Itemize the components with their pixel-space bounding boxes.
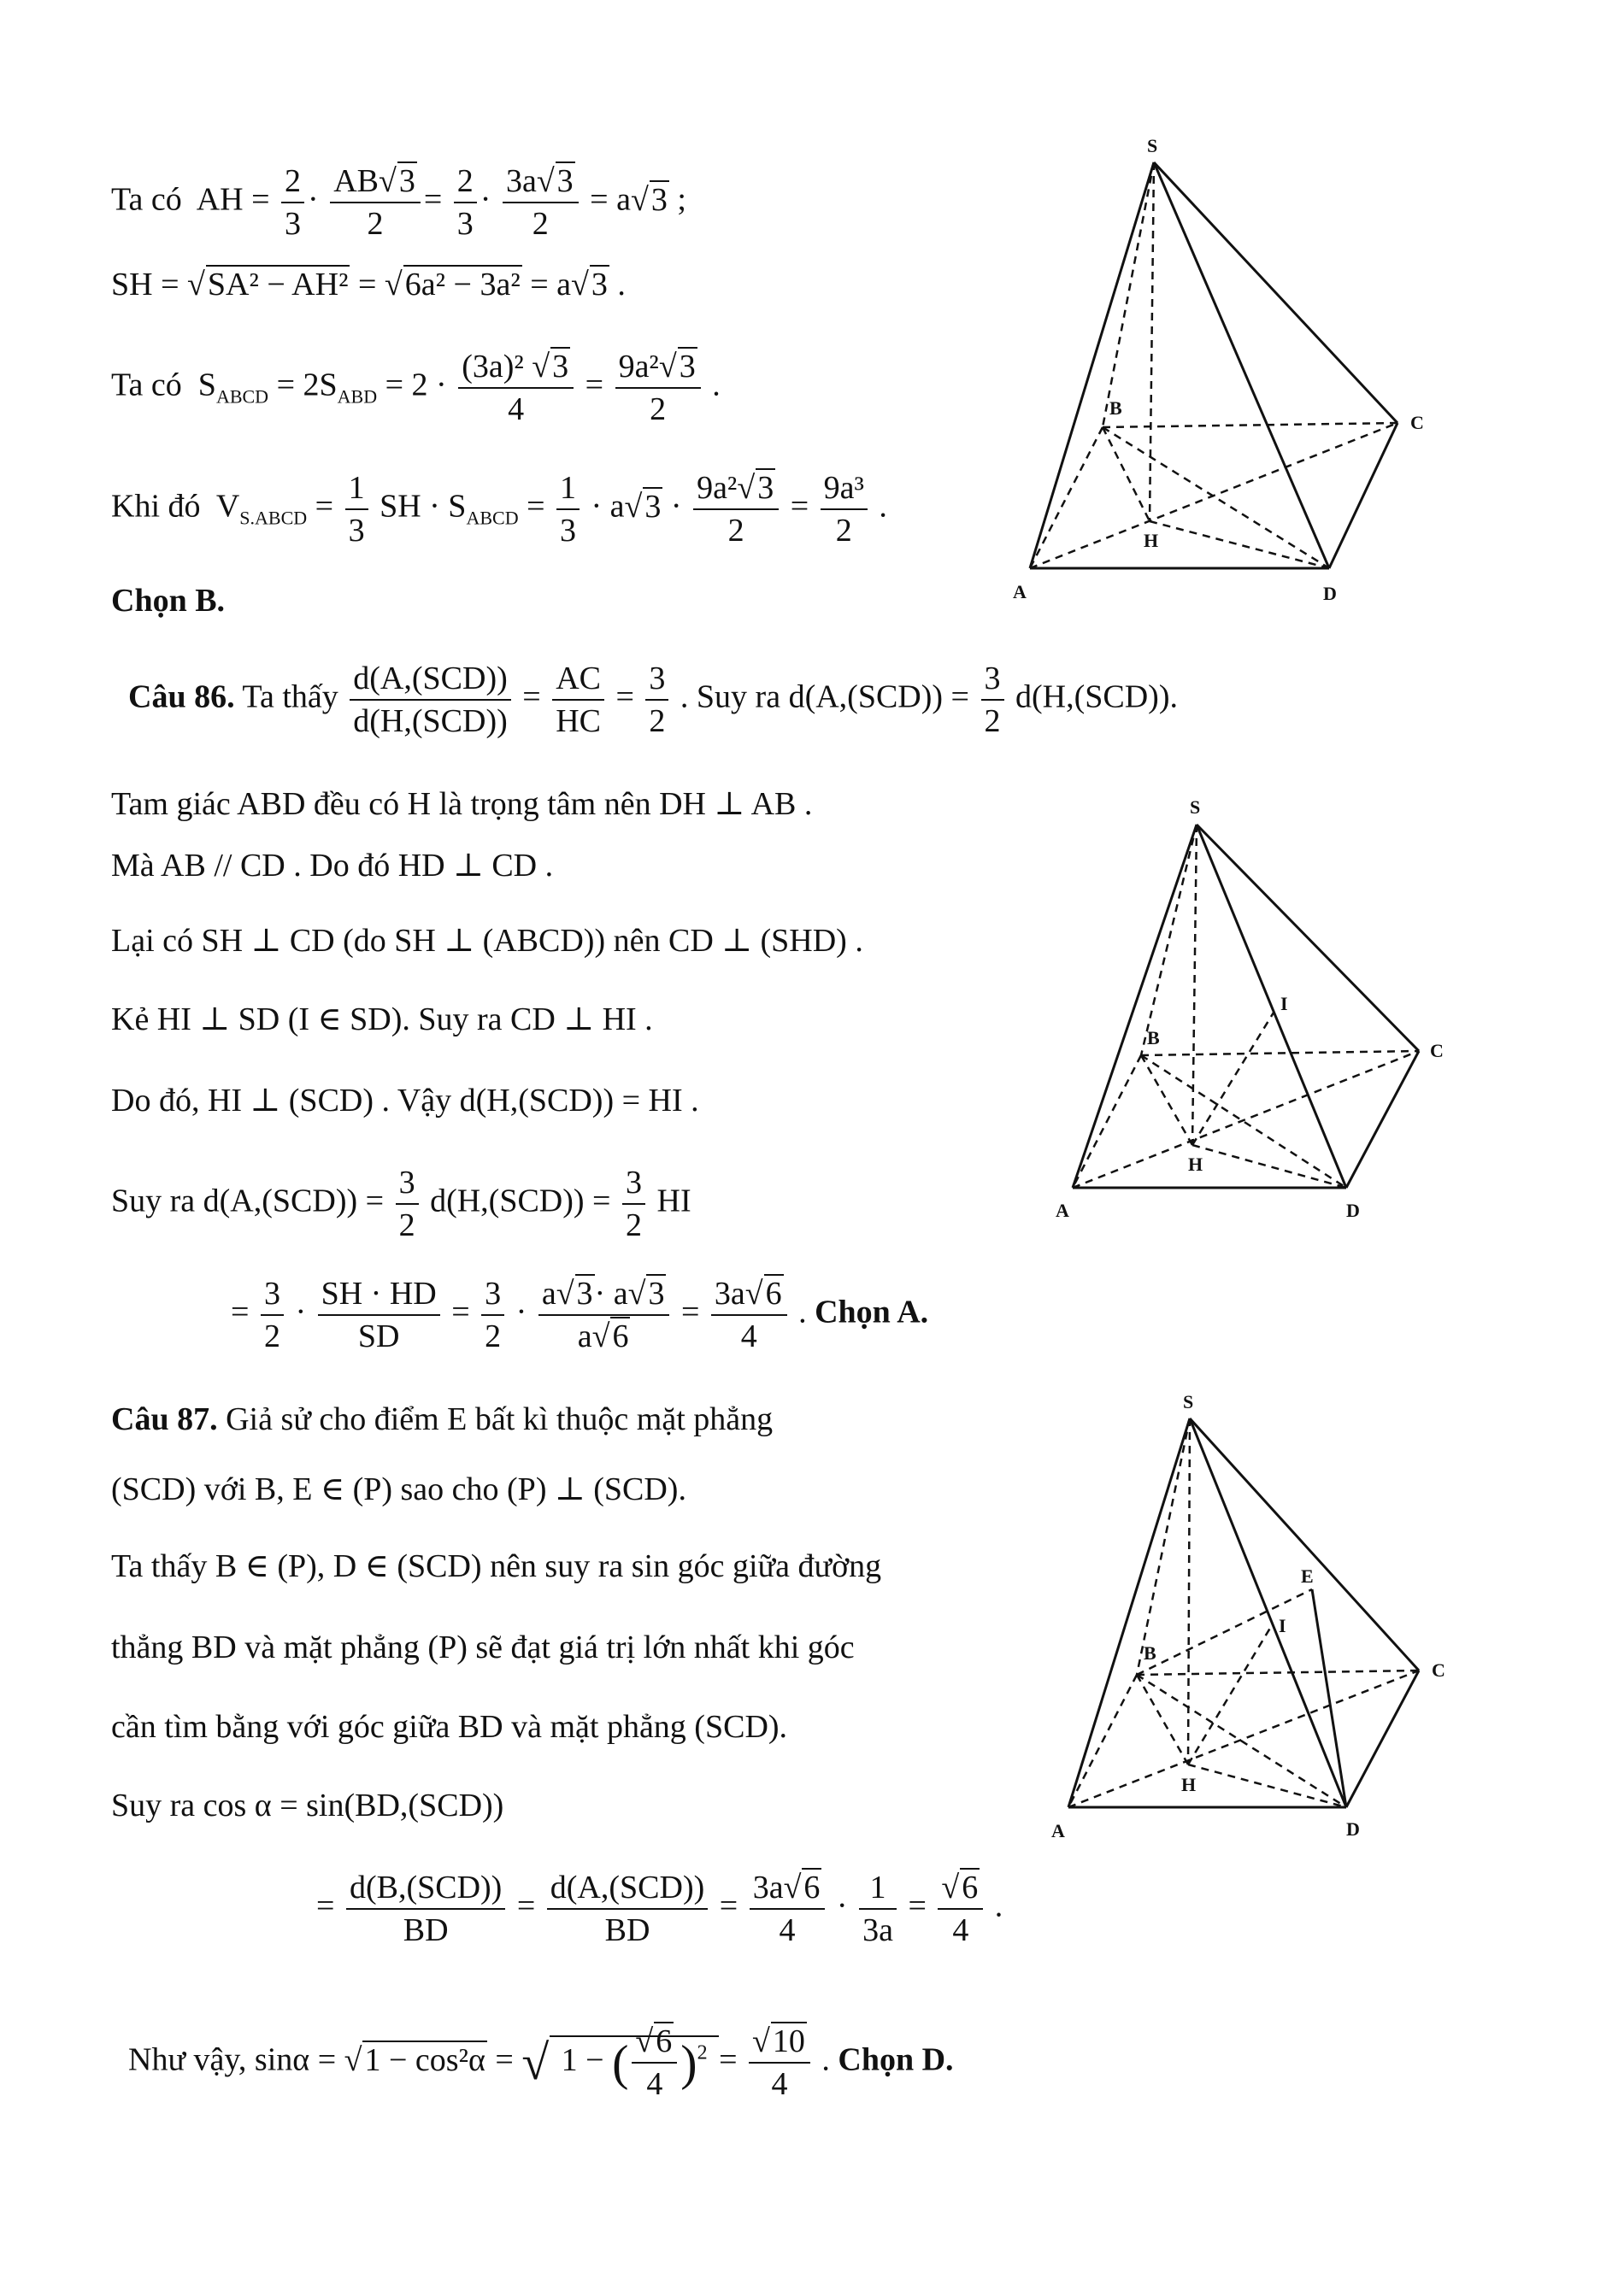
fraction: $\frac{\text{d(A,(SCD))}}{BD}$	[547, 1867, 708, 1951]
line-result-86: = $\frac{3}{2}$ · $\frac{SH \cdot HD}{SD}$ = $\frac{3}{2}$ · $\frac{a√ 3\cdot a√ 3}{a√ 6}$ = $\frac{3a√ 6}{4}$ . Chọn A.	[231, 1273, 928, 1357]
line-suy-ra-86: Suy ra d(A,(SCD)) = $\frac{3}{2}$ d(H,(SCD)) = $\frac{3}{2}$ HI	[111, 1162, 691, 1246]
label-a: A	[1051, 1820, 1065, 1841]
answer-d: Chọn D.	[838, 2041, 954, 2078]
label-a: A	[1056, 1200, 1069, 1221]
segment-bh	[1141, 1055, 1192, 1145]
segment-bh	[1137, 1675, 1188, 1765]
text-line: cần tìm bằng với góc giữa BD và mặt phẳng (SCD).	[111, 1709, 788, 1745]
fraction: $\frac{1}{3}$	[345, 467, 368, 551]
edge-sb	[1103, 162, 1154, 427]
diag-ac	[1030, 423, 1397, 568]
label-b: B	[1147, 1027, 1160, 1048]
diag-bd	[1137, 1675, 1346, 1807]
line-sin-alpha: Như vậy, sinα = √ 1 − cos²α = √ 1 − ( √ $\frac{6}{4}$ )$^2$ = √ $\frac{10}{4}$ . Chọn D.	[128, 2021, 954, 2105]
fraction: $\frac{3a√ 6}{4}$	[711, 1273, 787, 1357]
edge-sa	[1073, 825, 1197, 1188]
fraction: $\frac{3a√ 6}{4}$	[750, 1867, 826, 1951]
label-s: S	[1147, 135, 1158, 156]
label-h: H	[1144, 530, 1159, 551]
label-s: S	[1190, 796, 1201, 818]
line-sh: SH = √ SA² − AH² = √ 6a² − 3a² = a√ 3 .	[111, 265, 626, 304]
label-d: D	[1346, 1200, 1360, 1221]
answer-a: Chọn A.	[815, 1294, 929, 1330]
pyramid-figure-3	[1043, 1393, 1487, 1854]
label-a: A	[1013, 581, 1027, 602]
segment-hi	[1188, 1625, 1272, 1765]
text-line: Suy ra cos α = sin(BD,(SCD))	[111, 1788, 504, 1823]
answer-b: Chọn B.	[111, 583, 226, 619]
fraction: $\frac{3}{2}$	[261, 1273, 284, 1357]
question-86: Câu 86. Ta thấy $\frac{\text{d(A,(SCD))}}{\text{d(H,(SCD))}}$ = $\frac{AC}{HC}$ = $\frac{3}{2}$ . Suy ra d(A,(SCD)) = $\frac{3}{2}$ d(H,(SCD)).	[128, 658, 1178, 742]
label-e: E	[1301, 1565, 1314, 1587]
label-d: D	[1346, 1818, 1360, 1840]
edge-bc	[1141, 1051, 1419, 1055]
line-ah: Ta có AH = $\frac{2}{3}$ · $\frac{AB√ 3}{2}$ = $\frac{2}{3}$ · $\frac{3a√ 3}{2}$ = a√ 3 ;	[111, 161, 686, 244]
label-b: B	[1144, 1642, 1156, 1664]
edge-sa	[1030, 162, 1154, 568]
text-line: Kẻ HI ⊥ SD (I ∈ SD). Suy ra CD ⊥ HI .	[111, 1001, 653, 1037]
figure-svg	[1009, 128, 1453, 607]
diag-bd	[1141, 1055, 1346, 1188]
segment-hd	[1192, 1145, 1346, 1188]
label-h: H	[1181, 1774, 1197, 1795]
edge-ab	[1073, 1055, 1141, 1188]
edge-dc	[1329, 423, 1397, 568]
edge-bc	[1103, 423, 1397, 427]
segment-hd	[1188, 1765, 1346, 1807]
edge-sb	[1137, 1418, 1190, 1675]
label-s: S	[1183, 1391, 1194, 1412]
fraction: $\frac{3}{2}$	[622, 1162, 645, 1246]
diag-ac	[1073, 1051, 1419, 1188]
text-line: Do đó, HI ⊥ (SCD) . Vậy d(H,(SCD)) = HI .	[111, 1083, 699, 1119]
figure-svg	[1051, 795, 1496, 1230]
segment-ed	[1312, 1589, 1346, 1807]
fraction: √ $\frac{10}{4}$	[749, 2021, 810, 2105]
label-c: C	[1410, 412, 1424, 433]
fraction: $\frac{3}{2}$	[396, 1162, 419, 1246]
edge-sd	[1190, 1418, 1346, 1807]
fraction: √ $\frac{6}{4}$	[938, 1867, 983, 1951]
text-line: Ta thấy B ∈ (P), D ∈ (SCD) nên suy ra sin góc giữa đường	[111, 1548, 882, 1584]
edge-dc	[1346, 1671, 1419, 1807]
label-i: I	[1279, 1615, 1286, 1636]
diag-bd	[1103, 427, 1329, 568]
fraction: √ $\frac{6}{4}$	[632, 2021, 677, 2105]
text-line: Lại có SH ⊥ CD (do SH ⊥ (ABCD)) nên CD ⊥ (SHD) .	[111, 923, 863, 959]
edge-sa	[1068, 1418, 1190, 1807]
edge-sd	[1154, 162, 1329, 568]
text-line: (SCD) với B, E ∈ (P) sao cho (P) ⊥ (SCD).	[111, 1471, 686, 1507]
edge-bc	[1137, 1671, 1419, 1675]
fraction: $\frac{2}{3}$	[454, 161, 477, 244]
label-b: B	[1109, 397, 1122, 419]
fraction: $\frac{AB√ 3}{2}$	[330, 161, 421, 244]
text-line: Mà AB // CD . Do đó HD ⊥ CD .	[111, 848, 554, 884]
segment-hi	[1192, 1013, 1274, 1145]
edge-sb	[1141, 825, 1197, 1055]
fraction: $\frac{\text{d(A,(SCD))}}{\text{d(H,(SCD))}}$	[350, 658, 510, 742]
fraction: $\frac{a√ 3\cdot a√ 3}{a√ 6}$	[538, 1273, 670, 1357]
label-h: H	[1188, 1154, 1203, 1175]
text-line: thẳng BD và mặt phẳng (P) sẽ đạt giá trị lớn nhất khi góc	[111, 1630, 855, 1665]
edge-sc	[1197, 825, 1419, 1051]
fraction: $\frac{\text{9a²√ 3}}{2}$	[615, 346, 701, 430]
text-line: Tam giác ABD đều có H là trọng tâm nên DH ⊥ AB .	[111, 786, 813, 822]
fraction: $\frac{2}{3}$	[281, 161, 304, 244]
fraction: $\frac{1}{3a}$	[859, 1867, 897, 1951]
pyramid-figure-1	[1009, 128, 1453, 607]
fraction: $\frac{SH \cdot HD}{SD}$	[318, 1273, 440, 1357]
fraction: $\frac{3a√ 3}{2}$	[503, 161, 579, 244]
fraction: $\frac{AC}{HC}$	[552, 658, 604, 742]
label-c: C	[1430, 1040, 1444, 1061]
edge-dc	[1346, 1051, 1419, 1188]
edge-sd	[1197, 825, 1346, 1188]
label-d: D	[1323, 583, 1337, 604]
fraction: $\frac{3}{2}$	[481, 1273, 504, 1357]
segment-sh	[1192, 825, 1197, 1145]
fraction: $\frac{3}{2}$	[981, 658, 1004, 742]
segment-hd	[1150, 521, 1329, 568]
question-87: Câu 87. Giả sử cho điểm E bất kì thuộc mặt phẳng	[111, 1401, 774, 1437]
line-cos-alpha: = $\frac{\text{d(B,(SCD))}}{BD}$ = $\frac{\text{d(A,(SCD))}}{BD}$ = $\frac{3a√ 6}{4}$ · $\frac{1}{3a}$ = √ $\frac{6}{4}$ .	[316, 1867, 1003, 1951]
edge-sc	[1154, 162, 1397, 423]
fraction: $\frac{1}{3}$	[556, 467, 580, 551]
diag-ac	[1068, 1671, 1419, 1807]
fraction: $\frac{\text{(3a)² √ 3}}{4}$	[458, 346, 574, 430]
figure-svg	[1043, 1393, 1487, 1854]
fraction: $\frac{3}{2}$	[645, 658, 668, 742]
fraction: $\frac{\text{9a³}}{2}$	[821, 467, 868, 551]
pyramid-figure-2	[1051, 795, 1496, 1230]
line-volume: Khi đó $V_{S.ABCD}$ = $\frac{1}{3}$ SH · $S_{ABCD}$ = $\frac{1}{3}$ · a√ 3 · $\frac{\text{9a²√ 3}}{2}$ = $\frac{\text{9a³}}{2}$ .	[111, 467, 887, 551]
label-i: I	[1280, 993, 1288, 1014]
segment-sh	[1188, 1418, 1190, 1765]
line-area: Ta có $S_{ABCD} = 2S_{ABD} = 2$ · $\frac{\text{(3a)² √ 3}}{4}$ = $\frac{\text{9a²√ 3}}{2}$ .	[111, 346, 721, 430]
fraction: $\frac{\text{d(B,(SCD))}}{BD}$	[346, 1867, 505, 1951]
segment-sh	[1150, 162, 1154, 521]
fraction: $\frac{\text{9a²√ 3}}{2}$	[693, 467, 779, 551]
label-c: C	[1432, 1659, 1445, 1681]
